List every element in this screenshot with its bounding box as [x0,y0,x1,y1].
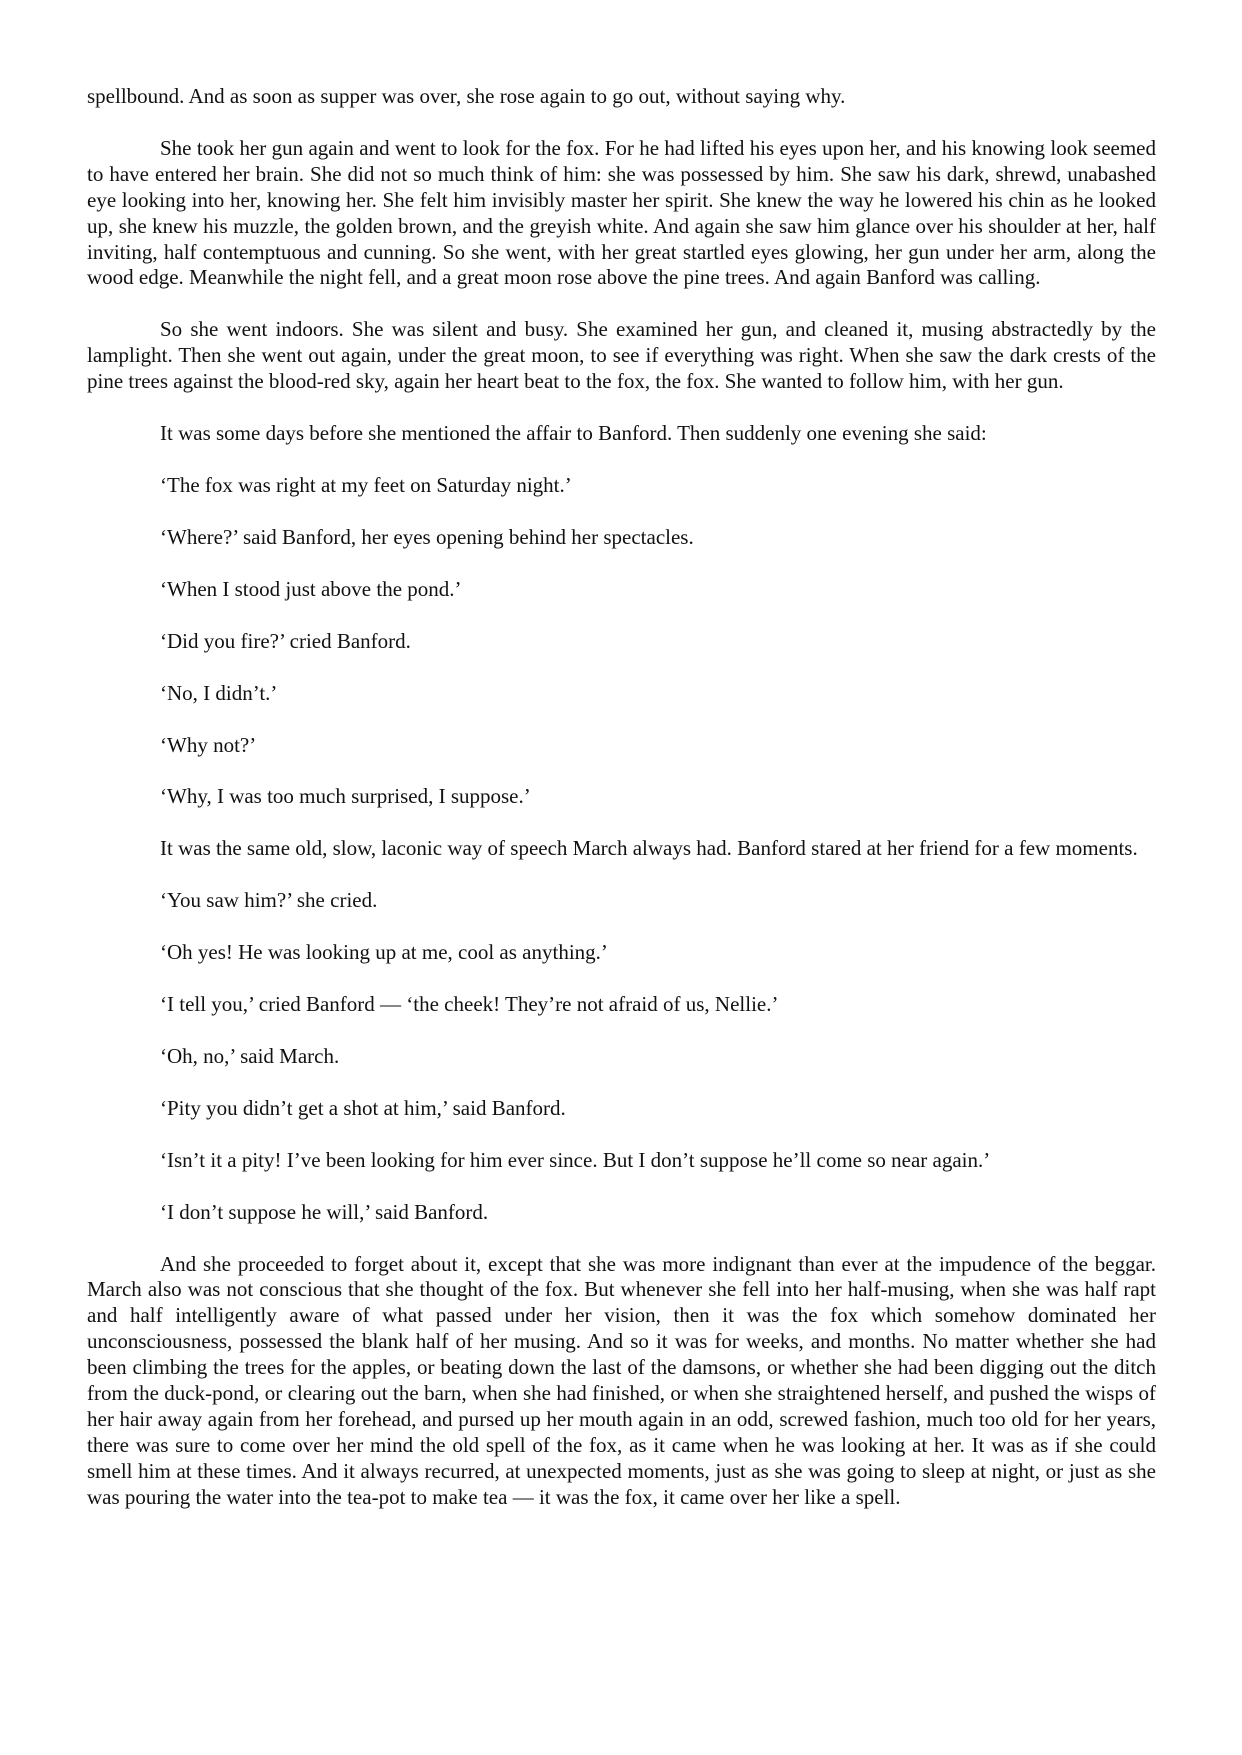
paragraph-narration: It was the same old, slow, laconic way of speech March always had. Banford stared at her friend for a few moments. [160,836,1138,861]
paragraph-1: spellbound. And as soon as supper was over, she rose again to go out, without saying why. [87,84,846,108]
dialogue-line: ‘Did you fire?’ cried Banford. [160,628,411,653]
dialogue-line: ‘I tell you,’ cried Banford — ‘the cheek! They’re not afraid of us, Nellie.’ [160,992,779,1017]
dialogue-line: ‘Oh, no,’ said March. [160,1043,340,1068]
paragraph-2: She took her gun again and went to look for the fox. For he had lifted his eyes upon her, and his knowing look seemed to have entered her brain. She did not so much think of him: she was possessed by him. She saw his dark, shrewd, unabashed eye looking into her, knowing her. She felt him invisibly master her spirit. She knew the way he lowered his chin as he looked up, she knew his muzzle, the golden brown, and the greyish white. And again she saw him glance over his shoulder at her, half inviting, half contemptuous and cunning. So she went, with her great startled eyes glowing, her gun under her arm, along the wood edge. Meanwhile the night fell, and a great moon rose above the pine trees. And again Banford was calling. [87,135,1156,290]
dialogue-line: ‘Why not?’ [160,732,257,757]
paragraph-final: And she proceeded to forget about it, except that she was more indignant than ever at the impudence of the beggar. March also was not conscious that she thought of the fox. But whenever she fell into her half-musing, when she was half rapt and half intelligently aware of what passed under her vision, then it was the fox which somehow dominated her unconsciousness, possessed the blank half of her musing. And so it was for weeks, and months. No matter whether she had been climbing the trees for the apples, or beating down the last of the damsons, or whether she had been digging out the ditch from the duck-pond, or clearing out the barn, when she had finished, or when she straightened herself, and pushed the wisps of her hair away again from her forehead, and pursed up her mouth again in an odd, screwed fashion, much too old for her years, there was sure to come over her mind the old spell of the fox, as it came when he was looking at her. It was as if she could smell him at these times. And it always recurred, at unexpected moments, just as she was going to sleep at night, or just as she was pouring the water into the tea-pot to make tea — it was the fox, it came over her like a spell. [87,1251,1156,1509]
paragraph-3: So she went indoors. She was silent and busy. She examined her gun, and cleaned it, musing abstractedly by the lamplight. Then she went out again, under the great moon, to see if everything was right. When she saw the dark crests of the pine trees against the blood-red sky, again her heart beat to the fox, the fox. She wanted to follow him, with her gun. [87,317,1156,394]
dialogue-line: ‘I don’t suppose he will,’ said Banford. [160,1199,489,1224]
dialogue-line: ‘When I stood just above the pond.’ [160,576,462,601]
paragraph-4: It was some days before she mentioned the affair to Banford. Then suddenly one evening she said: [160,421,987,446]
dialogue-line: ‘Where?’ said Banford, her eyes opening behind her spectacles. [160,524,694,549]
dialogue-line: ‘Isn’t it a pity! I’ve been looking for him ever since. But I don’t suppose he’ll come so near again.’ [160,1147,991,1172]
dialogue-line: ‘No, I didn’t.’ [160,680,278,705]
dialogue-line: ‘Oh yes! He was looking up at me, cool as anything.’ [160,940,608,965]
dialogue-line: ‘Why, I was too much surprised, I suppose.’ [160,784,531,809]
dialogue-line: ‘The fox was right at my feet on Saturday night.’ [160,472,572,497]
dialogue-line: ‘You saw him?’ she cried. [160,888,378,913]
document-page [87,84,1156,1537]
dialogue-line: ‘Pity you didn’t get a shot at him,’ said Banford. [160,1095,566,1120]
